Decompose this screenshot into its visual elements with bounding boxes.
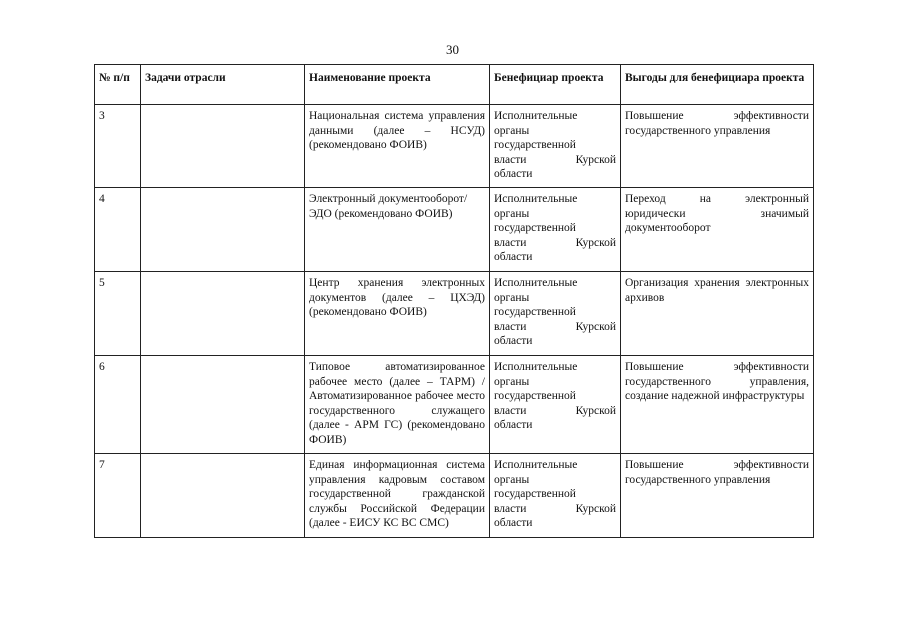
- row-num: 6: [95, 356, 141, 454]
- row-num: 4: [95, 188, 141, 272]
- header-name: Наименование проекта: [305, 65, 490, 105]
- beneficiary-line: государственной: [494, 488, 576, 500]
- row-tasks: [141, 356, 305, 454]
- beneficiary-word: Курской: [575, 236, 616, 249]
- beneficiary-line: [494, 320, 616, 335]
- beneficiary-line: Исполнительные: [494, 277, 578, 289]
- row-beneficiary: [490, 188, 621, 272]
- table-row: [95, 272, 814, 356]
- row-num: 7: [95, 454, 141, 538]
- table-header-row: [95, 65, 814, 105]
- beneficiary-line: органы: [494, 124, 530, 137]
- table-row: [95, 188, 814, 272]
- beneficiary-line: Исполнительные: [494, 459, 578, 471]
- beneficiary-line: Исполнительные: [494, 361, 578, 373]
- beneficiary-line: органы: [494, 473, 530, 486]
- row-benefits: Переход на электронный юридически значимый документооборот: [621, 188, 814, 272]
- beneficiary-word: власти: [494, 502, 527, 515]
- beneficiary-line: [494, 502, 616, 517]
- row-tasks: [141, 272, 305, 356]
- row-beneficiary: [490, 105, 621, 188]
- header-num: № п/п: [95, 65, 141, 105]
- beneficiary-word: власти: [494, 404, 527, 417]
- beneficiary-line: государственной: [494, 306, 576, 318]
- table-row: [95, 356, 814, 454]
- beneficiary-line: государственной: [494, 222, 576, 234]
- row-num: 3: [95, 105, 141, 188]
- beneficiary-line: области: [494, 251, 533, 263]
- row-tasks: [141, 454, 305, 538]
- row-tasks: [141, 105, 305, 188]
- row-benefits: Повышение эффективности государственного управления, создание надежной инфраструктуры: [621, 356, 814, 454]
- beneficiary-line: области: [494, 419, 533, 431]
- beneficiary-word: власти: [494, 236, 527, 249]
- row-project-name: Национальная система управления данными (далее – НСУД) (рекомендовано ФОИВ): [305, 105, 490, 188]
- row-beneficiary: [490, 356, 621, 454]
- row-benefits: Повышение эффективности государственного управления: [621, 105, 814, 188]
- beneficiary-word: Курской: [575, 502, 616, 515]
- row-project-name: Электронный документооборот/ЭДО (рекомендовано ФОИВ): [305, 188, 490, 272]
- beneficiary-word: власти: [494, 320, 527, 333]
- beneficiary-word: Курской: [575, 404, 616, 417]
- beneficiary-line: Исполнительные: [494, 110, 578, 122]
- beneficiary-word: власти: [494, 153, 527, 166]
- beneficiary-line: Исполнительные: [494, 193, 578, 205]
- beneficiary-line: органы: [494, 291, 530, 304]
- row-beneficiary: [490, 272, 621, 356]
- beneficiary-line: области: [494, 168, 533, 180]
- beneficiary-line: государственной: [494, 390, 576, 402]
- table-row: [95, 105, 814, 188]
- beneficiary-word: Курской: [575, 153, 616, 166]
- beneficiary-line: [494, 153, 616, 168]
- beneficiary-word: Курской: [575, 320, 616, 333]
- row-project-name: Центр хранения электронных документов (далее – ЦХЭД) (рекомендовано ФОИВ): [305, 272, 490, 356]
- beneficiary-line: области: [494, 335, 533, 347]
- header-benefits: Выгоды для бенефициара проекта: [621, 65, 814, 105]
- row-num: 5: [95, 272, 141, 356]
- beneficiary-line: [494, 236, 616, 251]
- table-row: [95, 454, 814, 538]
- beneficiary-line: области: [494, 517, 533, 529]
- header-tasks: Задачи отрасли: [141, 65, 305, 105]
- row-tasks: [141, 188, 305, 272]
- row-beneficiary: [490, 454, 621, 538]
- header-beneficiary: Бенефициар проекта: [490, 65, 621, 105]
- beneficiary-line: органы: [494, 207, 530, 220]
- row-benefits: Организация хранения электронных архивов: [621, 272, 814, 356]
- row-project-name: Типовое автоматизированное рабочее место (далее – ТАРМ) / Автоматизированное рабочее место государственного служащего (далее - АРМ ГС) (рекомендовано ФОИВ): [305, 356, 490, 454]
- row-project-name: Единая информационная система управления кадровым составом государственной гражданской службы Российской Федерации (далее - ЕИСУ КС ВС СМС): [305, 454, 490, 538]
- beneficiary-line: [494, 404, 616, 419]
- beneficiary-line: государственной: [494, 139, 576, 151]
- beneficiary-line: органы: [494, 375, 530, 388]
- row-benefits: Повышение эффективности государственного управления: [621, 454, 814, 538]
- page-number: 30: [446, 42, 459, 57]
- projects-table: [94, 64, 814, 538]
